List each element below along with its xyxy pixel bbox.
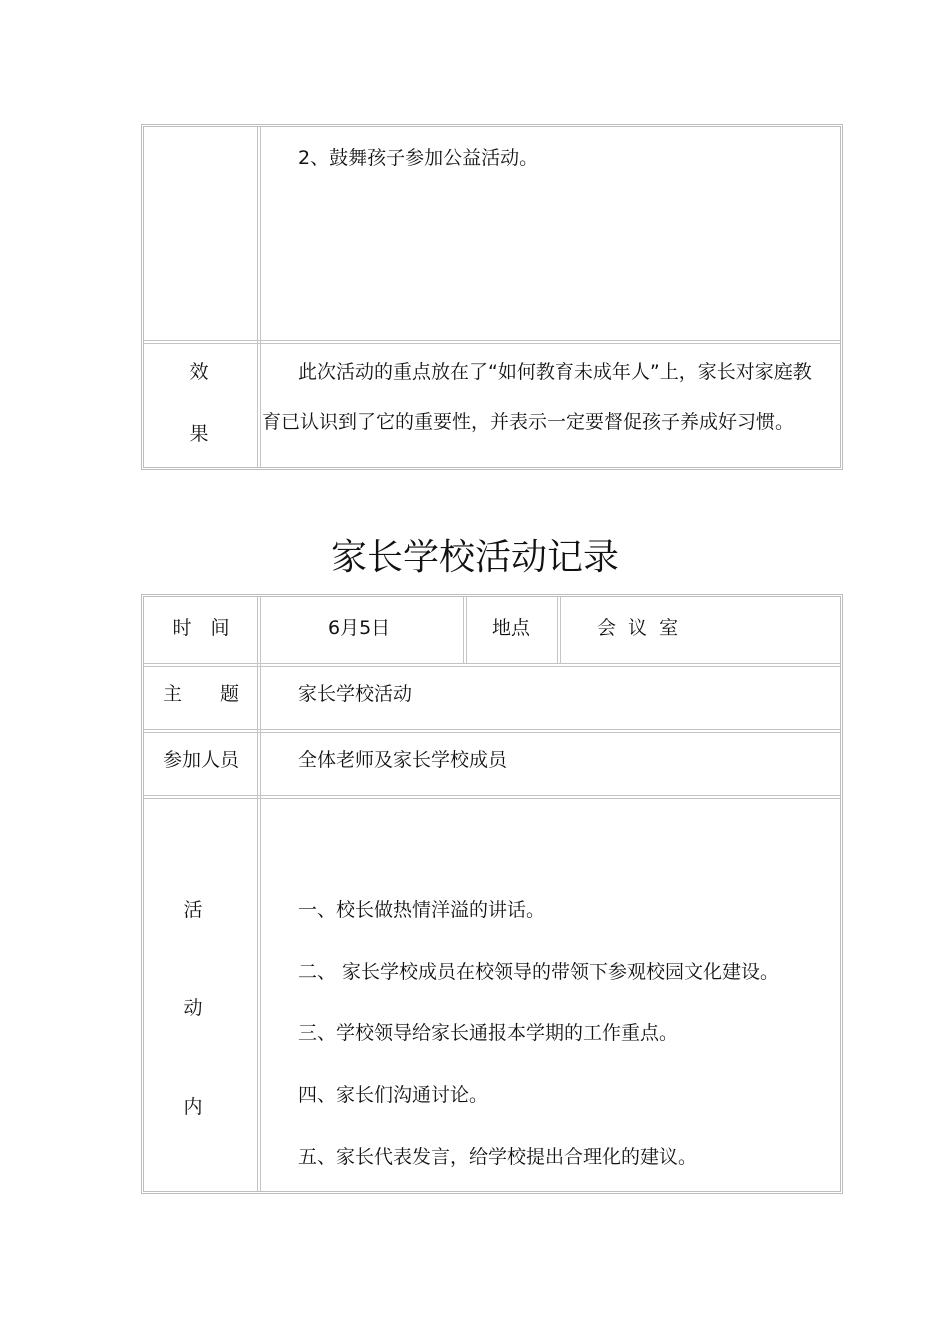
content-item-4: 四、家长们沟通讨论。 [298, 1084, 489, 1106]
content-label-2: 动 [183, 997, 203, 1019]
time-value: 6月5日 [328, 617, 391, 639]
participants-label: 参加人员 [162, 749, 239, 771]
content-label-1: 活 [183, 899, 203, 921]
effect-table [141, 124, 843, 470]
participants-value: 全体老师及家长学校成员 [298, 749, 508, 771]
activity-record-table [141, 594, 843, 1194]
topic-value: 家长学校活动 [298, 683, 413, 705]
page-title: 家长学校活动记录 [330, 537, 619, 578]
place-label: 地点 [492, 617, 531, 639]
content-item-1: 一、校长做热情洋溢的讲话。 [298, 899, 546, 921]
content-item-5: 五、家长代表发言，给学校提出合理化的建议。 [298, 1146, 698, 1168]
content-label-3: 内 [183, 1096, 203, 1118]
column-divider [463, 597, 467, 663]
column-divider [557, 597, 561, 663]
topic-label: 主 题 [162, 683, 239, 705]
place-value: 会 议 室 [597, 617, 679, 639]
column-divider [257, 127, 261, 467]
row-divider [144, 795, 840, 799]
content-item-3: 三、学校领导给家长通报本学期的工作重点。 [298, 1022, 679, 1044]
activity-item-2: 2、鼓舞孩子参加公益活动。 [298, 147, 539, 169]
row-divider [144, 729, 840, 733]
time-label: 时 间 [172, 617, 230, 639]
effect-text-line1: 此次活动的重点放在了“如何教育未成年人”上，家长对家庭教 [298, 361, 812, 383]
column-divider [257, 597, 261, 1191]
effect-text-line2: 育已认识到了它的重要性，并表示一定要督促孩子养成好习惯。 [262, 411, 795, 433]
row-divider [144, 663, 840, 667]
content-item-2: 二、 家长学校成员在校领导的带领下参观校园文化建设。 [298, 961, 780, 983]
effect-label-1: 效 [189, 361, 209, 383]
effect-label-2: 果 [189, 423, 209, 445]
row-divider [144, 340, 840, 344]
